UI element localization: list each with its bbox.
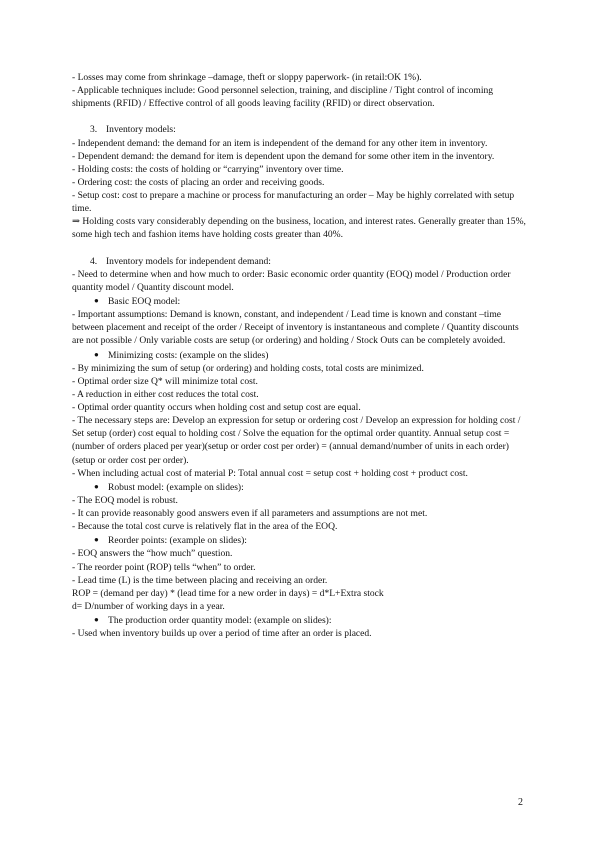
paragraph-line: - Lead time (L) is the time between placing and receiving an order. [72,574,328,586]
paragraph-line: - The EOQ model is robust. [72,494,178,506]
bullet-icon: ● [94,615,99,625]
bullet-heading [72,348,530,362]
paragraph-line: - The necessary steps are: Develop an expression for setup or ordering cost / Develop an expression for holding cost / Set setup (order) cost equal to holding cost / Solve the equation for the optimal order quantity. Annual setup cost = (number of orders placed per year)(setup or order cost per order) = (annual demand/number of units in each order)(setup or order cost per order). [72,415,521,466]
paragraph-line: - The reorder point (ROP) tells “when” to order. [72,561,256,573]
bullet-icon: ● [94,349,99,359]
bullet-text: Reorder points: (example on slides): [108,535,247,547]
paragraph-line: - Applicable techniques include: Good personnel selection, training, and discipline / Tight control of incoming shipments (RFID) / Effective control of all goods leaving facility (RFID) or direct observation. [72,85,494,110]
paragraph-line: - Need to determine when and how much to order: Basic economic order quantity (EOQ) model / Production order quantity model / Quantity discount model. [72,268,511,293]
bullet-icon: ● [94,481,99,491]
numbered-heading [72,123,530,136]
paragraph-line: - Setup cost: cost to prepare a machine or process for manufacturing an order – May be highly correlated with setup time. [72,190,515,215]
page-number: 2 [518,797,523,808]
paragraph-line: - Holding costs: the costs of holding or “carrying” inventory over time. [72,163,344,175]
list-number: 4. [90,255,98,267]
paragraph-gap [72,110,530,123]
paragraph-line: - Used when inventory builds up over a period of time after an order is placed. [72,628,372,640]
paragraph-line: - By minimizing the sum of setup (or ordering) and holding costs, total costs are minimized. [72,362,424,374]
bullet-heading [72,533,530,547]
bullet-text: Minimizing costs: (example on the slides) [108,349,269,361]
paragraph-line: - It can provide reasonably good answers even if all parameters and assumptions are not met. [72,508,428,520]
paragraph-line: - EOQ answers the “how much” question. [72,548,233,560]
paragraph-line: - Optimal order quantity occurs when holding cost and setup cost are equal. [72,402,361,414]
paragraph-line: - Ordering cost: the costs of placing an order and receiving goods. [72,176,325,188]
paragraph-line: - When including actual cost of material P: Total annual cost = setup cost + holding cost + product cost. [72,467,468,479]
numbered-heading [72,255,530,268]
paragraph-line: ROP = (demand per day) * (lead time for a new order in days) = d*L+Extra stock [72,587,384,599]
heading-text: Inventory models for independent demand: [106,255,271,267]
bullet-text: Basic EOQ model: [108,296,181,308]
paragraph-line: - Losses may come from shrinkage –damage, theft or sloppy paperwork- (in retail:OK 1%). [72,72,422,83]
paragraph-gap [72,242,530,255]
paragraph-line: - Dependent demand: the demand for item is dependent upon the demand for some other item in the inventory. [72,150,495,162]
bullet-text: The production order quantity model: (example on slides): [108,615,332,627]
bullet-text: Robust model: (example on slides): [108,481,244,493]
bullet-icon: ● [94,535,99,545]
document-body [72,71,530,640]
paragraph-line: d= D/number of working days in a year. [72,600,225,612]
paragraph-line: - Because the total cost curve is relatively flat in the area of the EOQ. [72,521,338,533]
paragraph-line: - Important assumptions: Demand is known, constant, and independent / Lead time is known and constant –time between placement and receipt of the order / Receipt of inventory is instantaneous and complete / Quantity discounts are not possible / Only variable costs are setup (or ordering) and holding / Stock Outs can be completely avoided. [72,309,519,347]
bullet-heading [72,480,530,494]
bullet-icon: ● [94,296,99,306]
list-number: 3. [90,124,98,136]
paragraph-line: - A reduction in either cost reduces the total cost. [72,388,259,400]
paragraph-line: - Optimal order size Q* will minimize total cost. [72,375,258,387]
bullet-heading [72,613,530,627]
paragraph-line: ⇒ Holding costs vary considerably depending on the business, location, and interest rates. Generally greater than 15%, some high tech and fashion items have holding costs greater than 40%. [72,216,526,241]
heading-text: Inventory models: [106,124,176,136]
paragraph-line: - Independent demand: the demand for an item is independent of the demand for any other item in inventory. [72,137,488,149]
bullet-heading [72,294,530,308]
